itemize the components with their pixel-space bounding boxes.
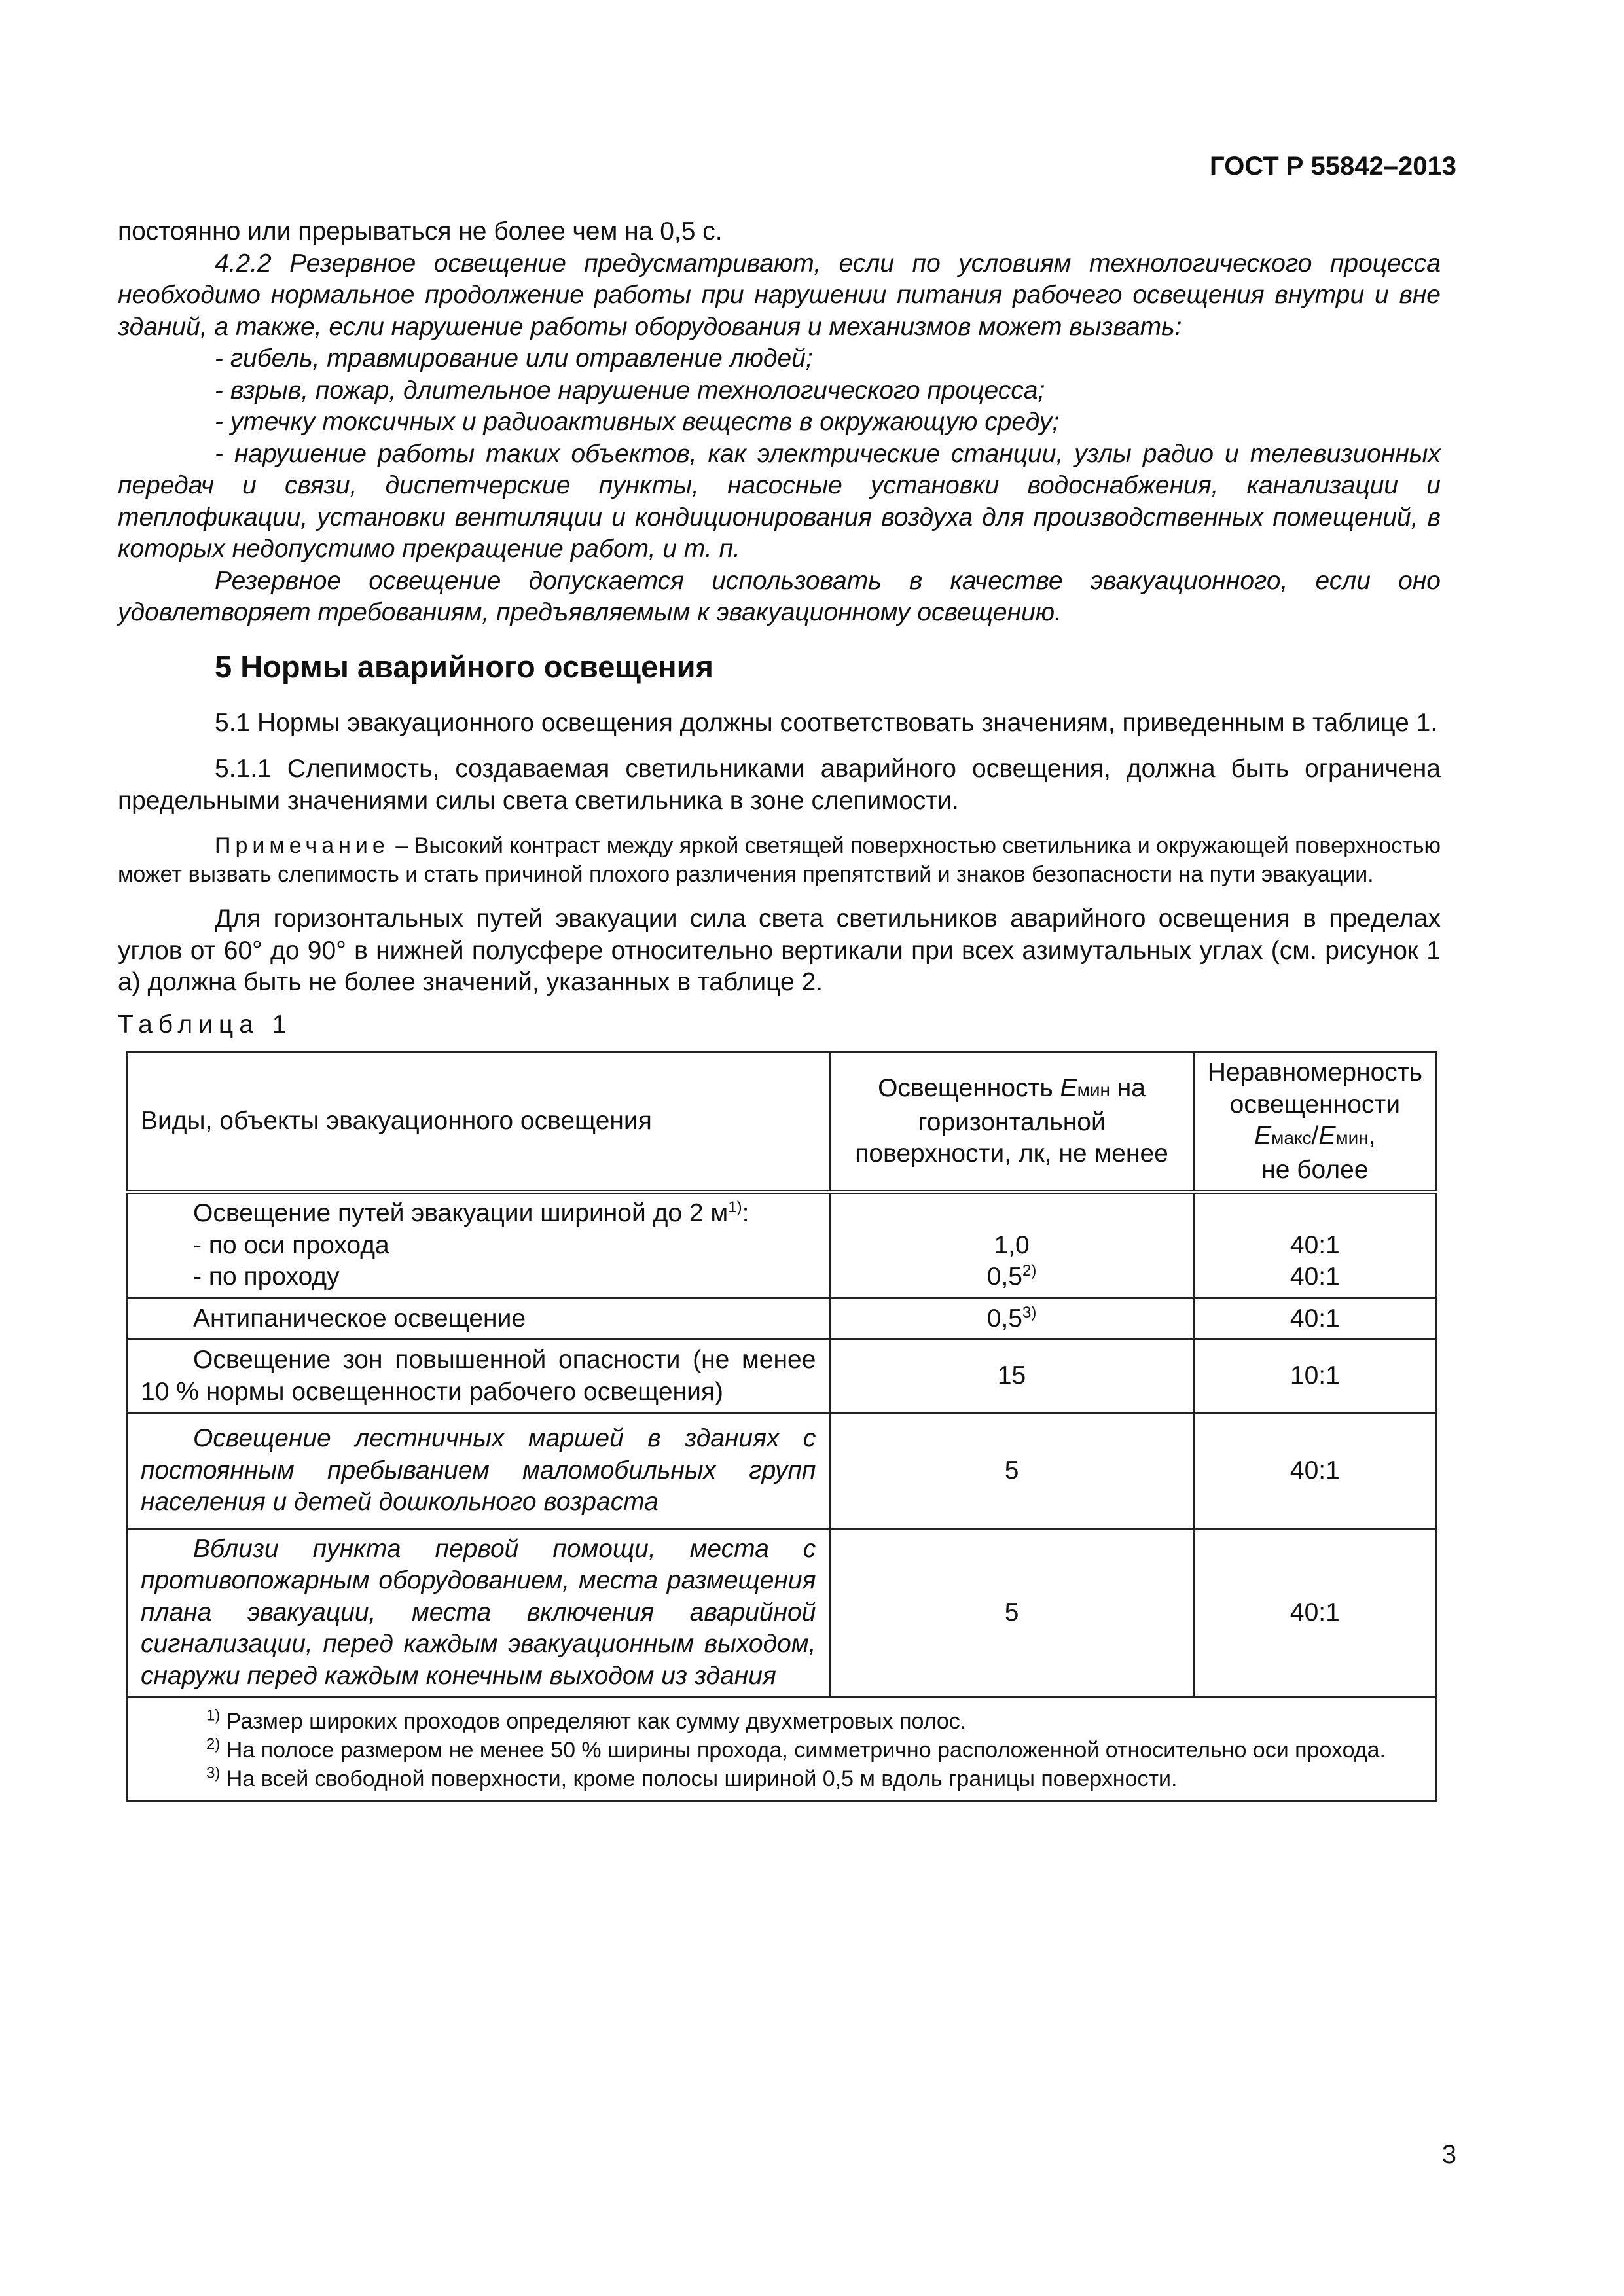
document-body — [118, 216, 1441, 1802]
table-row — [127, 1340, 1437, 1413]
paragraph-5-1-1: 5.1.1 Слепимость, создаваемая светильниками аварийного освещения, должна быть ограничена предельными значениями силы света светильника в зоне слепимости. — [118, 755, 1441, 815]
note — [118, 831, 1441, 889]
table-footnotes — [127, 1697, 1437, 1801]
paragraph-horizontal-paths: Для горизонтальных путей эвакуации сила света светильников аварийного освещения в пределах углов от 60° до 90° в нижней полусфере относительно вертикали при всех азимутальных углах (см. рисунок 1 а) должна быть не более значений, указанных в таблице 2. — [118, 905, 1441, 996]
note-text: – Высокий контраст между яркой светящей поверхностью светильника и окружающей поверхностью может вызвать слепимость и стать причиной плохого различения препятствий и знаков безопасности на пути эвакуации. — [118, 833, 1441, 887]
cell-object: Антипаническое освещение — [127, 1298, 830, 1340]
cell-illuminance: 15 — [830, 1340, 1193, 1413]
table-1 — [126, 1051, 1437, 1802]
cell-illuminance: 5 — [830, 1413, 1193, 1529]
list-item: - утечку токсичных и радиоактивных веществ в окружающую среду; — [215, 408, 1060, 436]
cell-object: Освещение путей эвакуации шириной до 2 $м^{1)}$: - по оси прохода - по проходу — [127, 1192, 830, 1298]
table-row — [127, 1413, 1437, 1529]
document-number: ГОСТ Р 55842–2013 — [1210, 152, 1456, 181]
table-header-row — [127, 1052, 1437, 1193]
header-col-uniformity: Неравномерность освещенности Eмакс/Eмин, не более — [1193, 1052, 1436, 1193]
cell-object: Вблизи пункта первой помощи, места с противопожарным оборудованием, места размещения плана эвакуации, места включения аварийной сигнализации, перед каждым эвакуационным выходом, снаружи перед каждым конечным выходом из здания — [127, 1528, 830, 1697]
paragraph-reserve-lighting: Резервное освещение допускается использовать в качестве эвакуационного, если оно удовлетворяет требованиям, предъявляемым к эвакуационному освещению. — [118, 566, 1441, 626]
table-row — [127, 1298, 1437, 1340]
header-col-illuminance: Освещенность Eмин на горизонтальной поверхности, лк, не менее — [830, 1052, 1193, 1193]
list-item: - нарушение работы таких объектов, как электрические станции, узлы радио и телевизионных передач и связи, диспетчерские пункты, насосные установки водоснабжения, канализации и теплофикации, установки вентиляции и кондиционирования воздуха для производственных помещений, в которых недопустимо прекращение работ, и т. п. — [118, 439, 1441, 563]
footnote: $^{3)}$ На всей свободной поверхности, кроме полосы шириной 0,5 м вдоль границы поверхности. — [206, 1764, 1178, 1791]
table-footnotes-row — [127, 1697, 1437, 1801]
cell-uniformity: 10:1 — [1193, 1340, 1436, 1413]
cell-illuminance: 1,0 0,5$^{2)}$ — [830, 1192, 1193, 1298]
page-number: 3 — [1441, 2140, 1456, 2169]
note-label: Примечание — [215, 833, 389, 858]
cell-object: Освещение лестничных маршей в зданиях с постоянным пребыванием маломобильных групп населения и детей дошкольного возраста — [127, 1413, 830, 1529]
table-row — [127, 1528, 1437, 1697]
cell-uniformity: 40:1 — [1193, 1413, 1436, 1529]
cell-uniformity: 40:1 — [1193, 1298, 1436, 1340]
paragraph-5-1: 5.1 Нормы эвакуационного освещения должны соответствовать значениям, приведенным в таблице 1. — [215, 708, 1438, 737]
cell-illuminance: 0,5$^{3)}$ — [830, 1298, 1193, 1340]
cell-illuminance: 5 — [830, 1528, 1193, 1697]
cell-uniformity: 40:1 40:1 — [1193, 1192, 1436, 1298]
section-title: 5 Нормы аварийного освещения — [215, 649, 713, 684]
paragraph-4-2-2: 4.2.2 Резервное освещение предусматривают, если по условиям технологического процесса необходимо нормальное продолжение работы при нарушении питания рабочего освещения внутри и вне зданий, а также, если нарушение работы оборудования и механизмов может вызвать: — [118, 249, 1441, 341]
paragraph-continued: постоянно или прерываться не более чем на 0,5 с. — [118, 217, 723, 245]
table-caption: Таблица 1 — [118, 1010, 293, 1039]
list-item: - гибель, травмирование или отравление людей; — [215, 344, 813, 372]
footnote: $^{1)}$ Размер широких проходов определяют как сумму двухметровых полос. — [206, 1706, 967, 1734]
table-row — [127, 1192, 1437, 1298]
header-col-objects: Виды, объекты эвакуационного освещения — [127, 1052, 830, 1193]
cell-uniformity: 40:1 — [1193, 1528, 1436, 1697]
list-item: - взрыв, пожар, длительное нарушение технологического процесса; — [215, 376, 1045, 404]
footnote: $^{2)}$ На полосе размером не менее 50 % ширины прохода, симметрично расположенной относительно оси прохода. — [206, 1735, 1386, 1763]
cell-object: Освещение зон повышенной опасности (не менее 10 % нормы освещенности рабочего освещения) — [127, 1340, 830, 1413]
